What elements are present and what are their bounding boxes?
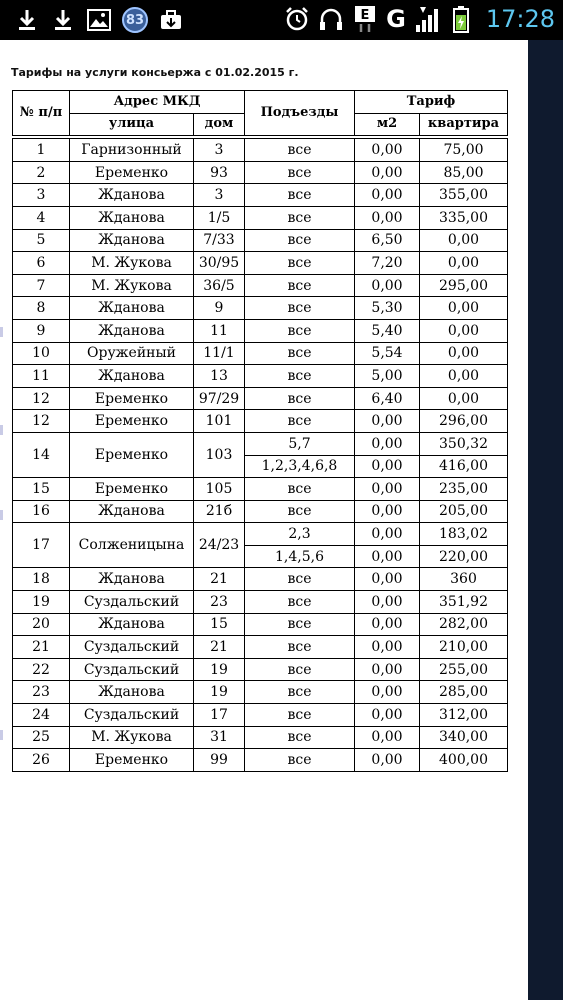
cell-m2: 0,00 [355,206,420,229]
cell-entrances: 5,7 [245,432,355,455]
cell-house: 17 [194,704,245,727]
cell-m2: 0,00 [355,704,420,727]
cell-apartment: 285,00 [420,681,508,704]
cell-house: 3 [194,139,245,162]
cell-m2: 0,00 [355,432,420,455]
cell-num: 24 [13,704,70,727]
table-row [13,704,508,727]
cell-house: 31 [194,726,245,749]
cell-num: 5 [13,229,70,252]
cell-street: М. Жукова [70,726,194,749]
notification-count-badge: 83 [122,7,148,33]
cell-apartment: 355,00 [420,184,508,207]
cell-m2: 0,00 [355,591,420,614]
cell-house: 97/29 [194,387,245,410]
cell-house: 103 [194,432,245,477]
cell-house: 36/5 [194,274,245,297]
table-row [13,432,508,455]
cell-apartment: 296,00 [420,410,508,433]
cell-apartment: 0,00 [420,229,508,252]
table-row [13,523,508,546]
cell-num: 12 [13,387,70,410]
svg-text:E: E [360,8,370,23]
cell-apartment: 85,00 [420,161,508,184]
cell-entrances: все [245,319,355,342]
cell-house: 21 [194,568,245,591]
network-type: G [386,5,406,33]
cell-street: Суздальский [70,591,194,614]
table-row [13,410,508,433]
cell-num: 10 [13,342,70,365]
table-row [13,365,508,388]
cell-entrances: все [245,726,355,749]
scroll-panel[interactable] [528,40,563,1000]
cell-street: М. Жукова [70,252,194,275]
cell-street: Еременко [70,478,194,501]
cell-house: 13 [194,365,245,388]
cell-entrances: все [245,206,355,229]
cell-m2: 0,00 [355,726,420,749]
cell-m2: 0,00 [355,613,420,636]
cell-entrances: 1,2,3,4,6,8 [245,455,355,478]
cell-street: Жданова [70,365,194,388]
cell-house: 30/95 [194,252,245,275]
clock: 17:28 [485,5,555,33]
cell-num: 19 [13,591,70,614]
cell-street: Еременко [70,410,194,433]
cell-entrances: все [245,184,355,207]
cell-num: 7 [13,274,70,297]
cell-m2: 0,00 [355,568,420,591]
cell-num: 4 [13,206,70,229]
cell-apartment: 205,00 [420,500,508,523]
cell-entrances: все [245,500,355,523]
cell-entrances: все [245,365,355,388]
cell-apartment: 312,00 [420,704,508,727]
cell-entrances: все [245,704,355,727]
cell-apartment: 335,00 [420,206,508,229]
cell-entrances: 1,4,5,6 [245,545,355,568]
cell-entrances: все [245,681,355,704]
cell-street: Суздальский [70,658,194,681]
cell-house: 1/5 [194,206,245,229]
cell-entrances: 2,3 [245,523,355,546]
cell-m2: 0,00 [355,749,420,772]
cell-house: 93 [194,161,245,184]
cell-house: 23 [194,591,245,614]
cell-street: Жданова [70,500,194,523]
image-icon [86,6,112,34]
page-edge-marker [0,425,3,435]
table-row [13,342,508,365]
cell-house: 101 [194,410,245,433]
cell-apartment: 295,00 [420,274,508,297]
cell-apartment: 255,00 [420,658,508,681]
table-row [13,749,508,772]
header-apartment: квартира [420,113,508,136]
header-street: улица [70,113,194,136]
cell-apartment: 340,00 [420,726,508,749]
cell-entrances: все [245,636,355,659]
cell-apartment: 360 [420,568,508,591]
cell-house: 11 [194,319,245,342]
cell-apartment: 0,00 [420,319,508,342]
cell-num: 8 [13,297,70,320]
cell-m2: 0,00 [355,523,420,546]
page-edge-marker [0,510,3,520]
cell-apartment: 0,00 [420,297,508,320]
cell-m2: 0,00 [355,184,420,207]
cell-apartment: 235,00 [420,478,508,501]
edge-data-icon [352,5,378,33]
cell-apartment: 282,00 [420,613,508,636]
cell-m2: 0,00 [355,455,420,478]
document-title: Тарифы на услуги консьержа с 01.02.2015 г. [11,66,299,79]
table-row [13,613,508,636]
cell-apartment: 351,92 [420,591,508,614]
system-icons [284,5,555,33]
briefcase-icon [158,6,184,34]
cell-house: 7/33 [194,229,245,252]
cell-house: 99 [194,749,245,772]
cell-m2: 0,00 [355,636,420,659]
tariffs-table [12,90,508,772]
header-tariff: Тариф [355,91,508,114]
status-bar [0,0,563,40]
cell-street: Жданова [70,319,194,342]
cell-street: Жданова [70,613,194,636]
header-entrances: Подъезды [245,91,355,136]
table-row [13,568,508,591]
cell-num: 9 [13,319,70,342]
table-row [13,636,508,659]
table-row [13,139,508,162]
cell-m2: 7,20 [355,252,420,275]
cell-num: 17 [13,523,70,568]
cell-house: 19 [194,681,245,704]
cell-entrances: все [245,658,355,681]
cell-apartment: 183,02 [420,523,508,546]
table-row [13,591,508,614]
cell-num: 22 [13,658,70,681]
cell-num: 3 [13,184,70,207]
cell-m2: 0,00 [355,274,420,297]
cell-apartment: 210,00 [420,636,508,659]
header-address: Адрес МКД [70,91,245,114]
cell-street: Еременко [70,387,194,410]
cell-num: 23 [13,681,70,704]
cell-street: Жданова [70,206,194,229]
table-row [13,184,508,207]
cell-house: 11/1 [194,342,245,365]
signal-icon [414,5,440,33]
table-row [13,478,508,501]
cell-street: Еременко [70,432,194,477]
cell-street: Жданова [70,229,194,252]
table-row [13,681,508,704]
cell-num: 2 [13,161,70,184]
cell-m2: 0,00 [355,410,420,433]
header-house: дом [194,113,245,136]
cell-house: 21 [194,636,245,659]
cell-entrances: все [245,139,355,162]
cell-m2: 0,00 [355,681,420,704]
cell-apartment: 350,32 [420,432,508,455]
cell-apartment: 75,00 [420,139,508,162]
cell-num: 20 [13,613,70,636]
cell-house: 3 [194,184,245,207]
cell-num: 21 [13,636,70,659]
cell-num: 26 [13,749,70,772]
cell-m2: 6,50 [355,229,420,252]
cell-street: Жданова [70,297,194,320]
cell-entrances: все [245,161,355,184]
cell-entrances: все [245,342,355,365]
cell-m2: 0,00 [355,658,420,681]
cell-entrances: все [245,749,355,772]
cell-entrances: все [245,591,355,614]
header-num: № п/п [13,91,70,136]
cell-house: 15 [194,613,245,636]
cell-street: Суздальский [70,704,194,727]
page-edge-marker [0,327,3,337]
cell-street: Жданова [70,184,194,207]
table-body [13,136,508,772]
table-row [13,658,508,681]
table-row [13,500,508,523]
cell-m2: 5,00 [355,365,420,388]
cell-street: Солженицына [70,523,194,568]
table-row [13,229,508,252]
cell-street: Жданова [70,681,194,704]
cell-num: 15 [13,478,70,501]
cell-entrances: все [245,410,355,433]
cell-house: 19 [194,658,245,681]
alarm-icon [284,5,310,33]
table-row [13,161,508,184]
cell-street: Оружейный [70,342,194,365]
cell-entrances: все [245,252,355,275]
cell-m2: 5,40 [355,319,420,342]
cell-num: 16 [13,500,70,523]
header-m2: м2 [355,113,420,136]
cell-num: 18 [13,568,70,591]
cell-apartment: 0,00 [420,252,508,275]
cell-num: 1 [13,139,70,162]
cell-apartment: 0,00 [420,387,508,410]
cell-street: Еременко [70,161,194,184]
cell-m2: 6,40 [355,387,420,410]
cell-entrances: все [245,229,355,252]
table-row [13,726,508,749]
cell-entrances: все [245,568,355,591]
cell-num: 25 [13,726,70,749]
cell-house: 21б [194,500,245,523]
cell-apartment: 0,00 [420,365,508,388]
cell-house: 24/23 [194,523,245,568]
table-row [13,206,508,229]
cell-num: 12 [13,410,70,433]
cell-house: 105 [194,478,245,501]
cell-num: 14 [13,432,70,477]
table-header [13,91,508,136]
table-row [13,387,508,410]
cell-entrances: все [245,297,355,320]
page-edge-marker [0,730,3,740]
cell-m2: 0,00 [355,478,420,501]
download-icon [50,6,76,34]
cell-street: Еременко [70,749,194,772]
cell-entrances: все [245,613,355,636]
table-row [13,319,508,342]
cell-entrances: все [245,274,355,297]
cell-apartment: 0,00 [420,342,508,365]
battery-icon [448,5,474,33]
cell-street: Суздальский [70,636,194,659]
cell-num: 6 [13,252,70,275]
download-icon [14,6,40,34]
cell-m2: 0,00 [355,139,420,162]
cell-apartment: 220,00 [420,545,508,568]
cell-apartment: 416,00 [420,455,508,478]
table-row [13,274,508,297]
headphones-icon [318,5,344,33]
cell-street: Гарнизонный [70,139,194,162]
cell-street: М. Жукова [70,274,194,297]
cell-num: 11 [13,365,70,388]
table-row [13,297,508,320]
cell-m2: 0,00 [355,500,420,523]
cell-entrances: все [245,387,355,410]
cell-house: 9 [194,297,245,320]
cell-m2: 0,00 [355,161,420,184]
cell-m2: 0,00 [355,545,420,568]
cell-entrances: все [245,478,355,501]
table-row [13,252,508,275]
cell-m2: 5,54 [355,342,420,365]
cell-apartment: 400,00 [420,749,508,772]
cell-street: Жданова [70,568,194,591]
notification-icons [14,6,184,34]
cell-m2: 5,30 [355,297,420,320]
